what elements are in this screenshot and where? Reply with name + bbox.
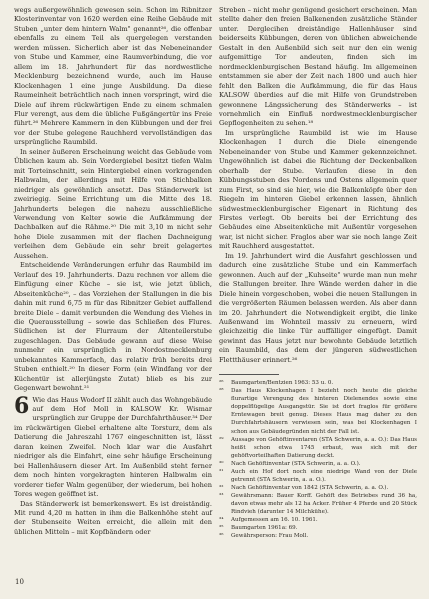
footnote-divider (219, 374, 279, 375)
footnote-text: Baumgarten/Bentzien 1963: 53 u. 0. (231, 380, 334, 387)
section-paragraph-text: Wie das Haus Wodorf II zählt auch das Wohngebäude auf dem Hof Moll in KALSOW Kr. Wismar ursprünglich zur Gruppe der Durchfahrthäuser.³⁴ Der im rückwärtigen Giebel erhaltene alte Torsturz, dem als Datierung die Jahreszahl 1767 eingeschnitten ist, lässt daran keinen Zweifel. Noch klar war die Ausfahrt niedriger als die Einfahrt, eine sehr häufige Erscheinung bei Hallenhäusern dieser Art. Im Außenbild steht ferner dem noch hinten vorgekragten hinteren Halbwalm ein vorderer tiefer Walm gegenüber, der wiederum, bei hohen Tores wegen geöffnet ist. (14, 395, 212, 499)
footnote (219, 460, 417, 468)
footnote (219, 524, 417, 532)
footnote-number: ³⁰ (219, 460, 224, 467)
footnote-text: Nach Gehöftinventar von 1842 (STA Schwerin, a. a. O.). (231, 484, 389, 491)
footnote-number: ²⁸ (219, 388, 224, 395)
footnote (219, 492, 417, 516)
footnote-text: Gewährsmann: Bauer Korff. Gehöft des Betriebes rund 36 ha, davon etwas mehr als 12 ha Acker. Früher 4 Pferde und 20 Stück Rindvieh (darunter 14 Milchkühe). (231, 492, 417, 515)
footnote-list (219, 379, 417, 540)
footnote-number: ³³ (219, 492, 224, 499)
footnote-number: ³² (219, 484, 224, 491)
footnote-text: Aussage von Gehöftinventaren (STA Schwerin, a. a. O.): Das Haus heißt schon etwa 1745 erbaut, was sich mit der gehöftvorteilhaften Datierung deckt. (231, 436, 417, 459)
footnote-number: ²⁹ (219, 436, 224, 443)
footnote (219, 532, 417, 540)
body-paragraph: Das Ständerwerk ist bemerkenswert. Es ist dreiständig. Mit rund 4,20 m hatten in ihm die Balkenhöhe steht auf der Stubenseite Weiten erreicht, die allein mit den üblichen Mitteln – mit Kopfbändern oder (14, 499, 212, 536)
body-paragraph: wegs außergewöhnlich gewesen sein. Schon im Ribnitzer Klosterinventar von 1620 werden eine Reihe Gebäude mit Stuben „unter dem hintern Walm" genannt²⁶, die offenbar ebenfalls zu einem Teil als quergelegen verstanden werden müssen. Sicherlich aber ist das Nebeneinander von Stube und Kammer, eine Raumverbindung, die vor allem im 18. Jahrhundert für das nordwestliche Mecklenburg bezeichnend wurde, auch im Hause Klockenhagen 1 eine junge Ausbildung. Da diese Raumeinheit beträchtlich nach innen vorspringt, wird die Diele auf ihrem rückwärtigen Ende zu einem schmalen Flur verengt, aus dem die übliche Fußgängertür ins Freie führt.²⁶ Mehrere Kammern in den Kübbungen und der frei vor der Stube gelegene Rauchherd vervollständigen das ursprüngliche Raumbild. (14, 6, 212, 147)
section-drop-cap: 6 (14, 392, 30, 419)
left-column (14, 6, 212, 540)
right-column (219, 6, 417, 540)
footnote-text: Gewährsperson: Frau Moll. (231, 533, 309, 540)
page-number: 10 (15, 578, 24, 586)
footnote (219, 436, 417, 460)
footnote-number: ³⁶ (219, 533, 224, 540)
section-paragraph (14, 392, 212, 500)
footnote-text: Aufgemessen am 16. 10. 1961. (231, 517, 318, 524)
footnote-text: Das Haus Klockenhagen I bezieht noch heute die gleiche flurartige Verengung des hinteren Dielenendes sowie eine doppelflügelige Ausgangstür. Sie ist dort fraglos für größere Erntewagen breit genug. Dieses Haus mag daher zu den Durchfahrtshäusern verwiesen sein, was bei Klockenhagen I schon aus Gebäudegründen nicht der Fall ist. (231, 388, 417, 435)
footnote (219, 379, 417, 387)
footnote-text: Baumgarten 1961a: 69. (231, 525, 298, 532)
footnote (219, 484, 417, 492)
footnote (219, 468, 417, 484)
footnote-number: ³¹ (219, 468, 224, 475)
body-paragraph: In seiner äußeren Erscheinung weicht das Gebäude vom Üblichen kaum ab. Sein Vordergiebel besitzt tiefen Walm mit Torteinschnitt, sein Hintergiebel einen vorkragenden Halbwalm, der allerdings mit Hilfe von Stichbalken niedriger als gewöhnlich ansetzt. Das Ständerwerk ist zweiriegig. Seine Errichtung um die Mitte des 18. Jahrhunderts belegen die nahezu ausschließliche Verwendung von Kelter sowie die Aufkämmung der Dachbalken auf die Rähme.²⁰ Die mit 3,10 m nicht sehr hohe Diele zusammen mit der flachen Dachneigung verleihen dem Gebäude ein sehr breit gelagertes Aussehen. (14, 147, 212, 260)
footnote-number: ³⁵ (219, 525, 224, 532)
footnote-number: ³⁴ (219, 517, 224, 524)
body-paragraph: Entscheidende Veränderungen erfuhr das Raumbild im Verlauf des 19. Jahrhunderts. Dazu rechnen vor allem die Einfügung einer Küche – sie ist, wie jetzt üblich, Abseitenküche²⁰, – das Vorziehen der Stallungen in die bis dahin mit rund 6,75 m für das Ribnitzer Gebiet auffallend breite Diele – damit verbunden die Wendung des Viehes in die Querausstellung – sowie das Schließen des Flures. Südlichen ist der Flurraum der Altenteilerstube zugeschlagen. Das Gebäude gewann auf diese Weise nunmehr ein ursprünglich in Nordostmecklenburg unbekanntes Kammerfach, das relativ früh bereits drei Stuben enthielt.²⁰ In dieser Form (ein Windfang vor der Küchentür ist allerjüngste Zutat) blieb es bis zur Gegenwart bewohnt.²¹ (14, 261, 212, 393)
footnote-number: ²⁶ (219, 380, 224, 387)
footnote-text: Nach Gehöftinventar (STA Schwerin, a. a. O.). (231, 460, 361, 467)
footnote-text: Auch ein Hof dort noch eine niedrige Wand von der Diele getrennt (STA Schwerin, a. a. O.). (231, 468, 417, 483)
body-paragraph: Im ursprüngliche Raumbild ist wie im Hause Klockenhagen I durch die Diele einengende Nebeneinander von Stube und Kammer gekennzeichnet. Ungewöhnlich ist dabei die Richtung der Deckenbalken oberhalb der Stube. Verlaufen diese in den Kübbungsstuben des Nordens und Ostens allgemein quer zum First, so sind sie hier, wie die Balkenköpfe über den Riegeln im hinteren Giebel erkennen lassen, ähnlich südwestmecklenburgischer Eigenart in Richtung des Firstes verlegt. Ob bereits bei der Errichtung des Gebäudes eine Abseitenküche mit Außentür vorgesehen war, ist nicht sicher. Fraglos aber war sie noch lange Zeit mit Rauchherd ausgestattet. (219, 128, 417, 251)
text-columns (14, 6, 417, 540)
body-paragraph: Streben – nicht mehr genügend gesichert erscheinen. Man stellte daher den freien Balkenenden zusätzliche Ständer unter. Derglecihen dreiständige Hallenhäuser sind beiderseits Kübbungen, deren von üblichen abweichende Gestalt in den Außenbild sich seit nur den ein wenig aufgemittige Tor andeuten, finden sich im nordmecklenburgischen Bestand häufig. Im allgemeinen entstammen sie aber der Zeit nach 1800 und auch hier fehlt den Balken die Aufkämmung, die für das Haus KALSOW überdies auf die mit Hilfe von Grundstreben gewonnene Längssicherung des Ständerwerks – ist vornehmlich ein Einfluß nordwestmecklenburgischer Gepflogenheiten zu sehen.¹⁸ (219, 6, 417, 128)
footnote (219, 387, 417, 435)
footnote (219, 516, 417, 524)
body-paragraph: Im 19. Jahrhundert wird die Ausfahrt geschlossen und dadurch eine zusätzliche Stube und ein Kammerfach gewonnen. Auch auf der „Kuhseite" wurde man nun mehr die Stallungen breiter. Ihre Wände werden daher in die Diele hinein vorgeschoben, wobei die neuen Stallungen in die vergrößerten Räumen belassen werden. Als aber dann im 20. Jahrhundert die Notwendigkeit ergibt, die linke Außenwand im Wohnteil massiv zu erneuern, wird gleichzeitig die linke Tür auffälliger eingefügt. Damit gewinnt das Haus jetzt nur bewohnte Gebäude letztlich ein Raumbild, das dem der jüngeren südwestlichen Flettthäuser erinnert.²⁶ (219, 251, 417, 364)
